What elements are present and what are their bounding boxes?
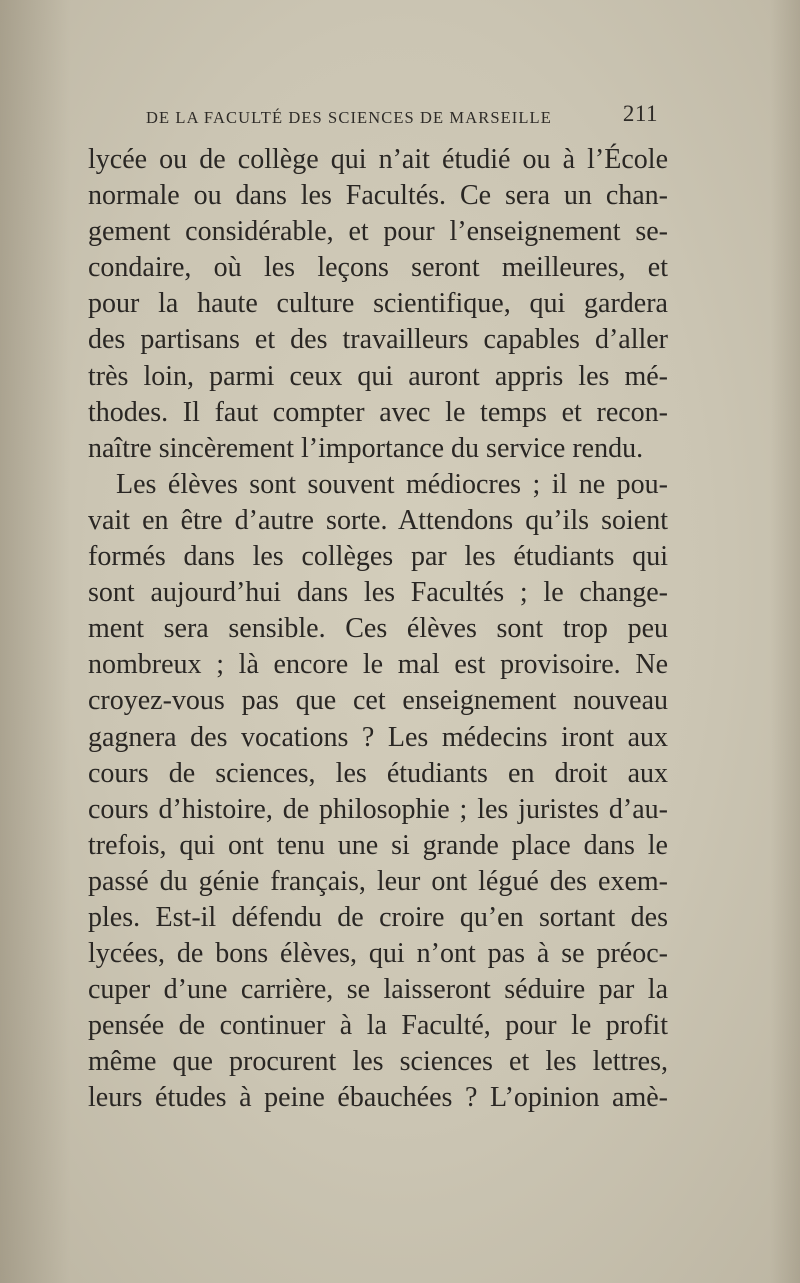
text-line: ples. Est-il défendu de croire qu’en sortant des xyxy=(88,901,668,933)
paragraph-start-line: Les élèves sont souvent médiocres ; il ne pou- xyxy=(116,468,668,500)
text-line: même que procurent les sciences et les lettres, xyxy=(88,1046,668,1078)
text-line: ment sera sensible. Ces élèves sont trop peu xyxy=(88,613,668,645)
page-number: 211 xyxy=(622,101,658,126)
text-line: trefois, qui ont tenu une si grande place dans le xyxy=(88,829,668,861)
gutter-shadow xyxy=(0,0,70,1283)
text-line: des partisans et des travailleurs capables d’aller xyxy=(88,324,668,356)
text-line: cuper d’une carrière, se laisseront séduire par la xyxy=(88,974,668,1006)
text-line: condaire, où les leçons seront meilleures, et xyxy=(88,252,668,284)
edge-shadow xyxy=(770,0,800,1283)
page-header xyxy=(146,101,658,131)
body-text xyxy=(88,142,668,1117)
text-line: cours d’histoire, de philosophie ; les juristes d’au- xyxy=(88,793,668,825)
running-title: DE LA FACULTÉ DES SCIENCES DE MARSEILLE xyxy=(146,108,552,127)
text-line: cours de sciences, les étudiants en droit aux xyxy=(88,757,668,789)
text-line: lycées, de bons élèves, qui n’ont pas à se préoc- xyxy=(88,938,668,970)
text-line: lycée ou de collège qui n’ait étudié ou à l’École xyxy=(88,144,668,175)
paragraph-end-line: naître sincèrement l’importance du service rendu. xyxy=(88,432,644,464)
text-line: vait en être d’autre sorte. Attendons qu’ils soient xyxy=(88,504,668,536)
text-line: sont aujourd’hui dans les Facultés ; le change- xyxy=(88,577,668,609)
text-line: leurs études à peine ébauchées ? L’opinion amè- xyxy=(88,1082,668,1114)
text-line: très loin, parmi ceux qui auront appris les mé- xyxy=(88,360,668,392)
text-line: nombreux ; là encore le mal est provisoire. Ne xyxy=(88,649,668,681)
text-line: gement considérable, et pour l’enseignement se- xyxy=(88,216,668,248)
text-line: pensée de continuer à la Faculté, pour le profit xyxy=(88,1010,668,1042)
text-line: normale ou dans les Facultés. Ce sera un chan- xyxy=(88,180,668,212)
text-line: passé du génie français, leur ont légué des exem- xyxy=(88,865,668,897)
text-line: pour la haute culture scientifique, qui gardera xyxy=(88,288,668,320)
text-line: formés dans les collèges par les étudiants qui xyxy=(88,541,668,573)
text-line: gagnera des vocations ? Les médecins iront aux xyxy=(88,721,668,753)
text-line: croyez-vous pas que cet enseignement nouveau xyxy=(88,685,668,717)
text-line: thodes. Il faut compter avec le temps et recon- xyxy=(88,396,668,428)
